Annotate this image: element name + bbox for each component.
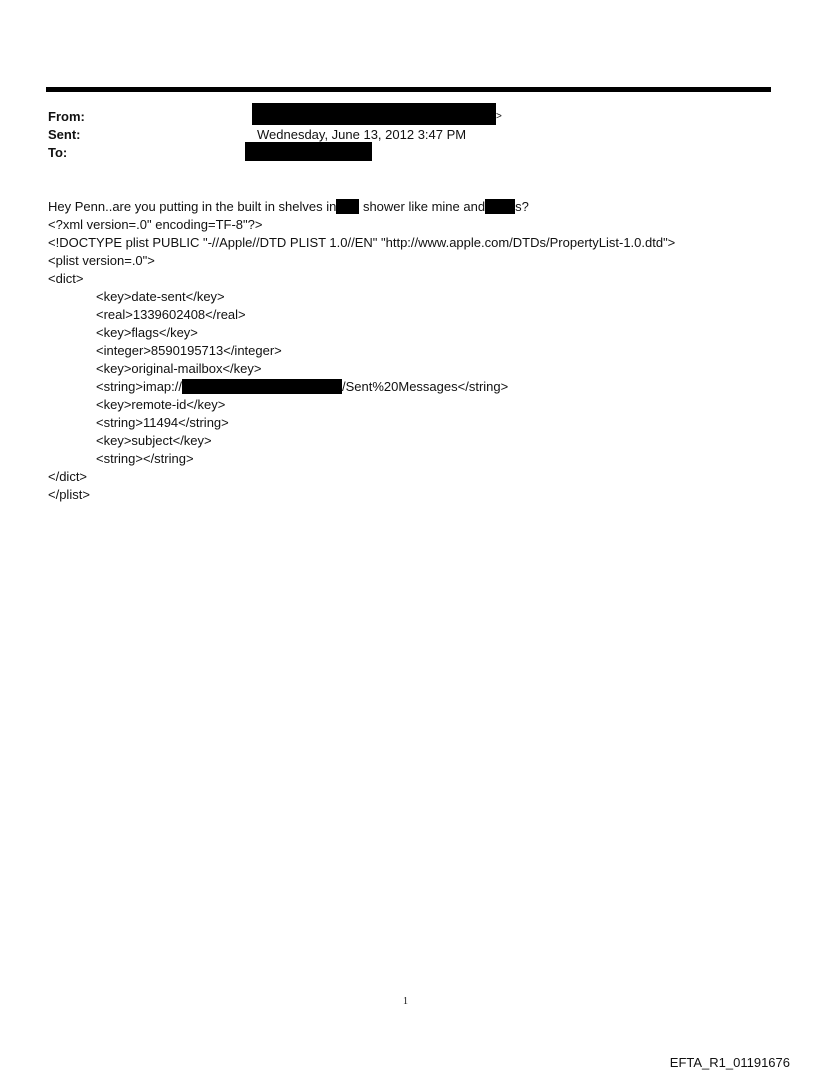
- xml-declaration: <?xml version=.0" encoding=TF-8"?>: [48, 217, 263, 232]
- key-original-mailbox: <key>original-mailbox</key>: [96, 361, 262, 376]
- message-text-c: s?: [515, 199, 529, 214]
- from-suffix: >: [496, 111, 502, 122]
- key-subject: <key>subject</key>: [96, 433, 212, 448]
- value-imap-string: [96, 378, 508, 396]
- sent-value: Wednesday, June 13, 2012 3:47 PM: [257, 127, 467, 142]
- value-integer: <integer>8590195713</integer>: [96, 343, 282, 358]
- dict-close: </dict>: [48, 469, 88, 484]
- plist-open: <plist version=.0">: [48, 253, 155, 268]
- sent-label: Sent:: [48, 127, 81, 142]
- value-remote-id: <string>11494</string>: [96, 415, 229, 430]
- imap-prefix: <string>imap://: [96, 379, 182, 394]
- doctype-line: <!DOCTYPE plist PUBLIC "-//Apple//DTD PLIST 1.0//EN" "http://www.apple.com/DTDs/PropertyList-1.0.dtd">: [48, 235, 676, 250]
- value-subject: <string></string>: [96, 451, 194, 466]
- dict-open: <dict>: [48, 271, 84, 286]
- redaction-block: [485, 199, 515, 214]
- to-label: To:: [48, 145, 68, 160]
- message-line: [48, 198, 529, 216]
- message-text-b: shower like mine and: [359, 199, 486, 214]
- redaction-block: [336, 199, 359, 214]
- message-text-a: Hey Penn..are you putting in the built in shelves in: [48, 199, 337, 214]
- page-number: 1: [403, 996, 408, 1007]
- from-redaction: [252, 103, 496, 125]
- header-rule: [46, 87, 771, 92]
- value-real: <real>1339602408</real>: [96, 307, 246, 322]
- redaction-block: [182, 379, 342, 394]
- plist-close: </plist>: [48, 487, 90, 502]
- key-date-sent: <key>date-sent</key>: [96, 289, 225, 304]
- to-redaction: [245, 142, 372, 161]
- key-remote-id: <key>remote-id</key>: [96, 397, 226, 412]
- document-id: EFTA_R1_01191676: [669, 1055, 790, 1070]
- key-flags: <key>flags</key>: [96, 325, 198, 340]
- imap-suffix: /Sent%20Messages</string>: [342, 379, 509, 394]
- from-label: From:: [48, 109, 85, 124]
